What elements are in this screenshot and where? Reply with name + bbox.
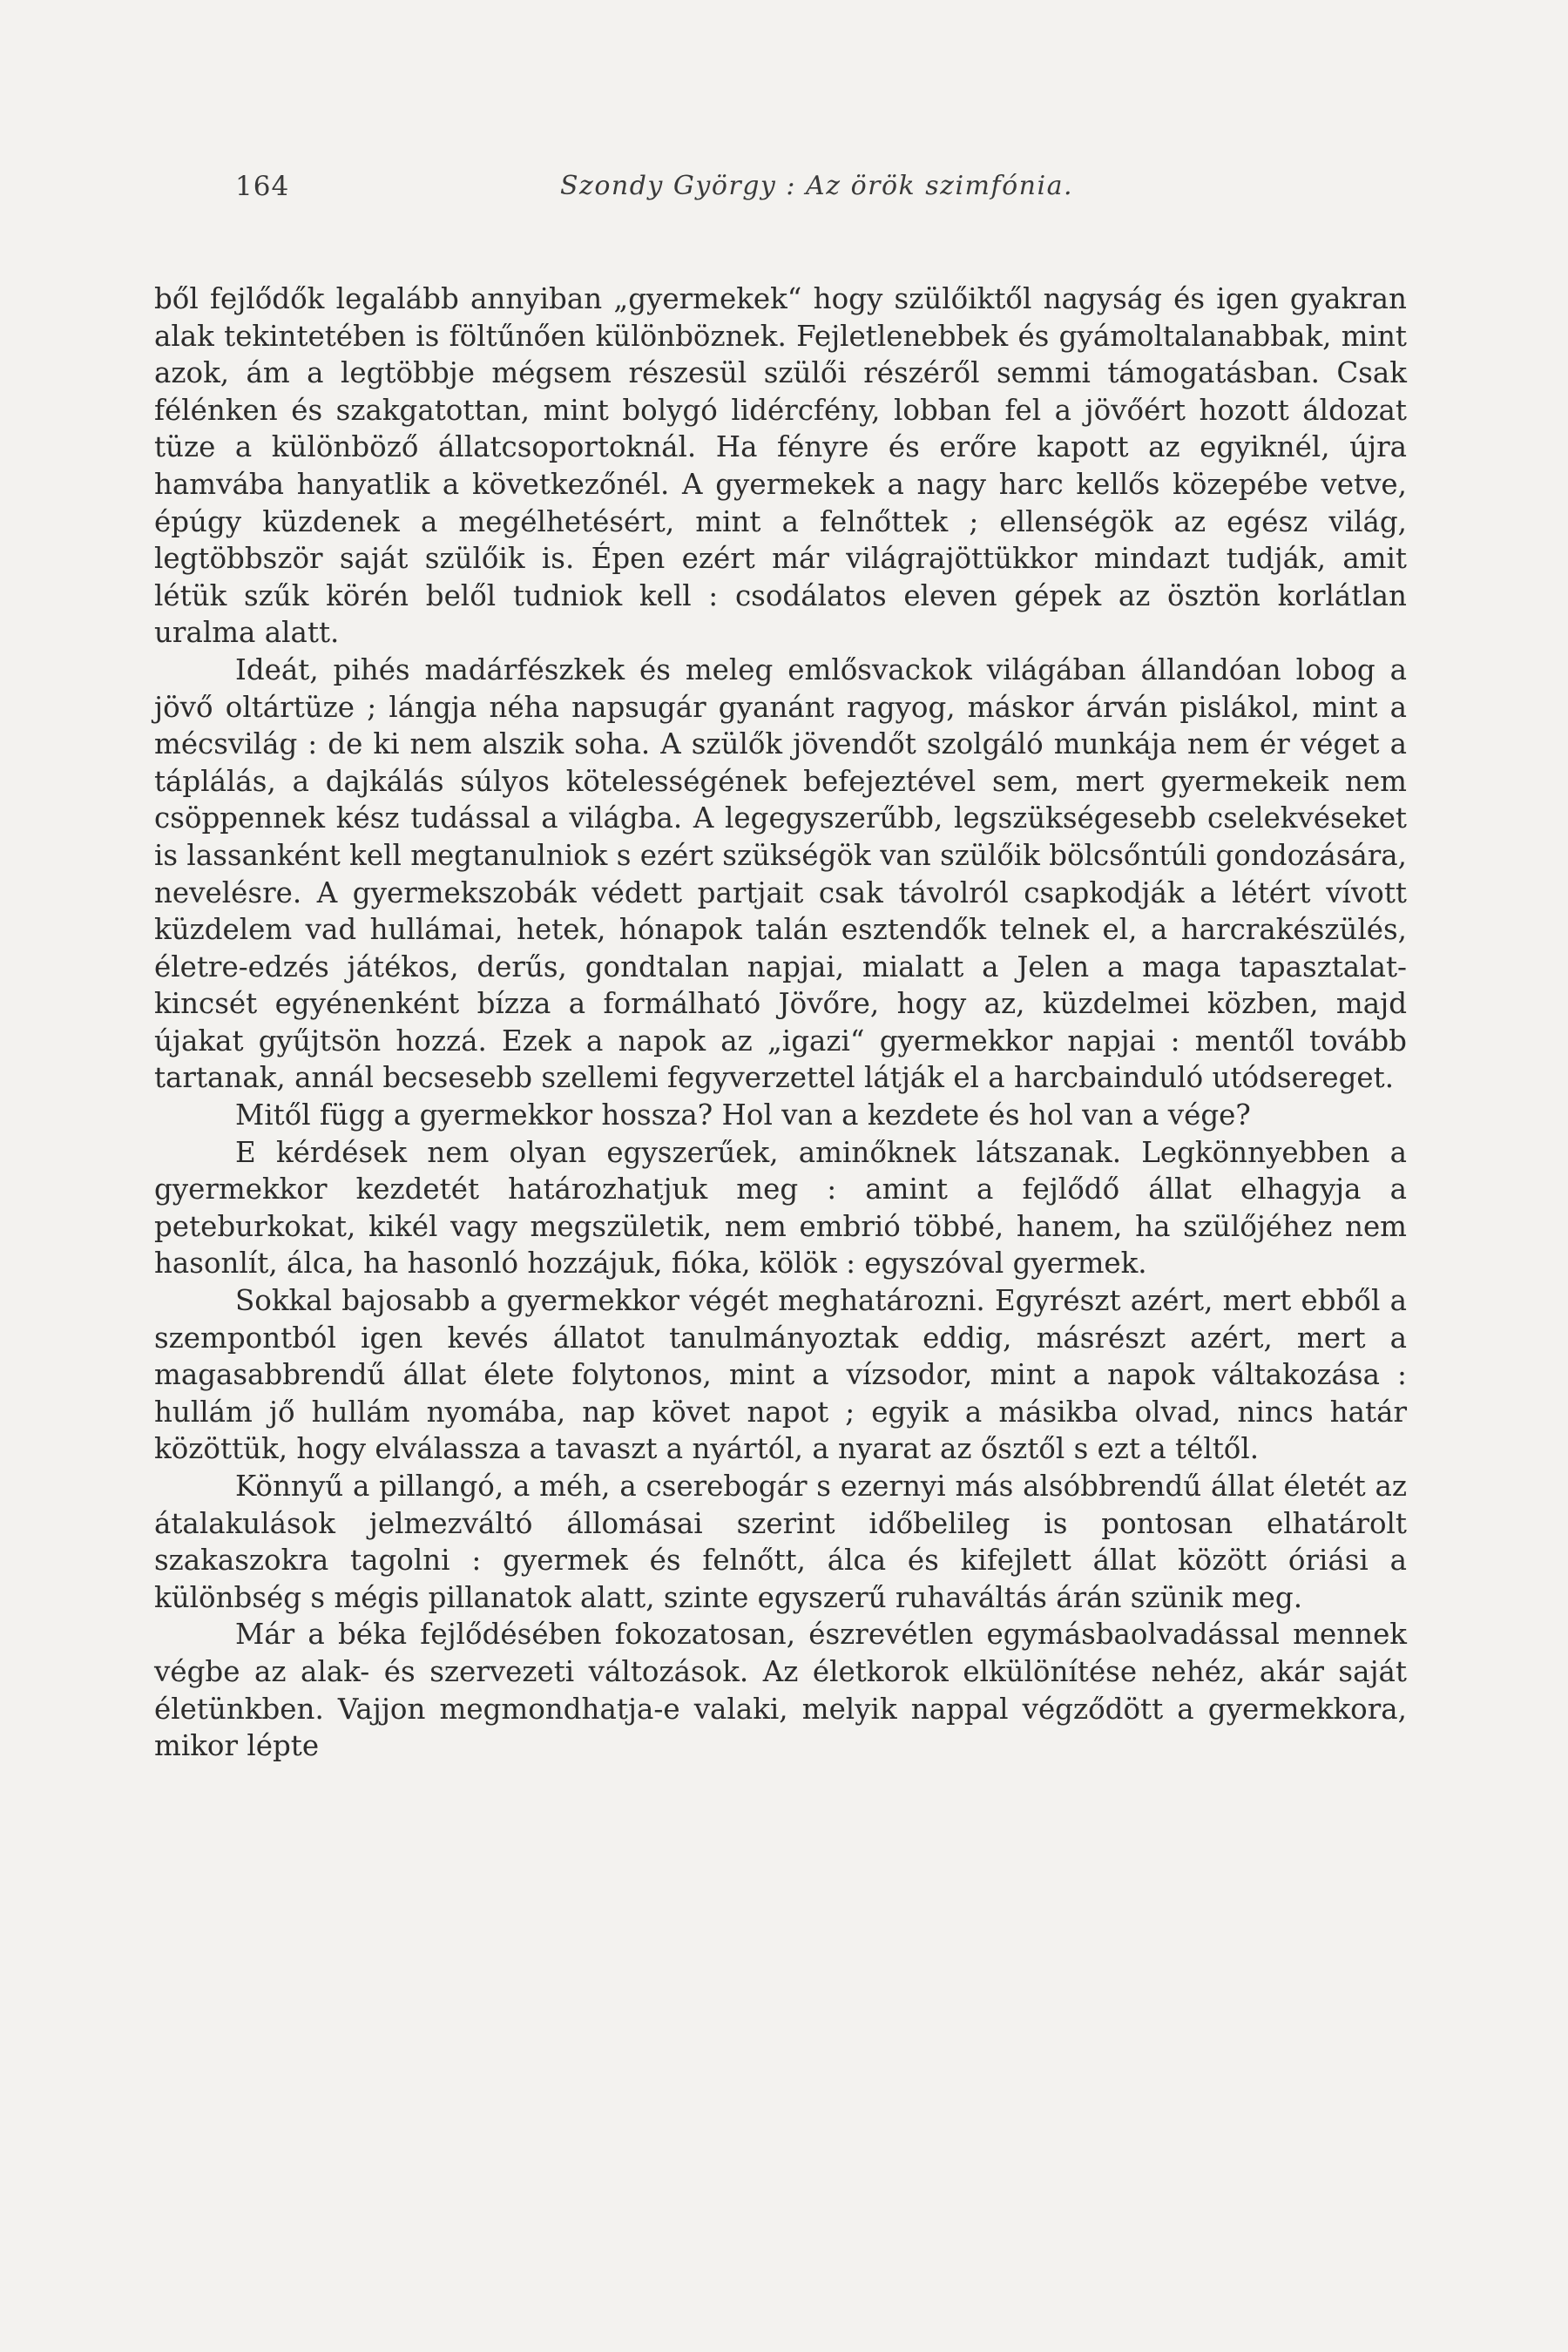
paragraph: ből fejlődők legalább annyiban „gyermekek“ hogy szülőiktől nagyság és igen gyakran alak tekintetében is föltűnően különböznek. Fejletlenebbek és gyámoltalanabbak, mint azok, ám a legtöbbje mégsem részesül szülői részéről semmi támogatásban. Csak félénken és szakgatottan, mint bolygó lidércfény, lobban fel a jövőért hozott áldozat tüze a különböző állatcsoportoknál. Ha fényre és erőre kapott az egyiknél, újra hamvába hanyatlik a következőnél. A gyermekek a nagy harc kellős közepébe vetve, épúgy küzdenek a megélhetésért, mint a felnőttek ; ellenségök az egész világ, legtöbbször saját szülőik is. Épen ezért már világrajöttükkor mindazt tudják, amit létük szűk körén belől tudniok kell : csodálatos eleven gépek az ösztön korlátlan uralma alatt. (154, 282, 1407, 650)
page-number: 164 (235, 171, 290, 202)
paragraph: Már a béka fejlődésében fokozatosan, észrevétlen egymásbaolvadással mennek végbe az alak- és szervezeti változások. Az életkorok elkülönítése nehéz, akár saját életünkben. Vajjon megmondhatja-e valaki, melyik nappal végződött a gyermekkora, mikor lépte (154, 1618, 1407, 1763)
paragraph: Sokkal bajosabb a gyermekkor végét meghatározni. Egyrészt azért, mert ebből a szempontból igen kevés állatot tanulmányoztak eddig, másrészt azért, mert a magasabbrendű állat élete folytonos, mint a vízsodor, mint a napok váltakozása : hullám jő hullám nyomába, nap követ napot ; egyik a másikba olvad, nincs határ közöttük, hogy elválassza a tavaszt a nyártól, a nyarat az ősztől s ezt a téltől. (154, 1284, 1407, 1466)
running-title: Szondy György : Az örök szimfónia. (559, 171, 1073, 201)
paragraph: Könnyű a pillangó, a méh, a cserebogár s ezernyi más alsóbbrendű állat életét az átalakulások jelmezváltó állomásai szerint időbelileg is pontosan elhatárolt szakaszokra tagolni : gyermek és felnőtt, álca és kifejlett állat között óriási a különbség s mégis pillanatok alatt, szinte egyszerű ruhaváltás árán szünik meg. (154, 1470, 1407, 1614)
paragraph: E kérdések nem olyan egyszerűek, aminőknek látszanak. Legkönnyebben a gyermekkor kezdetét határozhatjuk meg : amint a fejlődő állat elhagyja a peteburkokat, kikél vagy megszületik, nem embrió többé, hanem, ha szülőjéhez nem hasonlít, álca, ha hasonló hozzájuk, fióka, kölök : egyszóval gyermek. (154, 1135, 1407, 1281)
paragraph: Ideát, pihés madárfészkek és meleg emlősvackok világában állandóan lobog a jövő oltártüze ; lángja néha napsugár gyanánt ragyog, máskor árván pislákol, mint a mécsvilág : de ki nem alszik soha. A szülők jövendőt szolgáló munkája nem ér véget a táplálás, a dajkálás súlyos kötelességének befejeztével sem, mert gyermekeik nem csöppennek kész tudással a világba. A legegyszerűbb, legszükségesebb cselekvéseket is lassanként kell megtanulniok s ezért szükségök van szülőik bölcsőntúli gondozására, nevelésre. A gyermekszobák védett partjait csak távolról csapkodják a létért vívott küzdelem vad hullámai, hetek, hónapok talán esztendők telnek el, a harcrakészülés, életre-edzés játékos, derűs, gondtalan napjai, mialatt a Jelen a maga tapasztalat-kincsét egyénenként bízza a formálható Jövőre, hogy az, küzdelmei közben, majd újakat gyűjtsön hozzá. Ezek a napok az „igazi“ gyermekkor napjai : mentől tovább tartanak, annál becsesebb szellemi fegyverzettel látják el a harcbainduló utódsereget. (154, 652, 1407, 1095)
running-head (235, 171, 1398, 214)
paragraph: Mitől függ a gyermekkor hossza? Hol van a kezdete és hol van a vége? (235, 1098, 1251, 1132)
body-text (154, 280, 1407, 1765)
